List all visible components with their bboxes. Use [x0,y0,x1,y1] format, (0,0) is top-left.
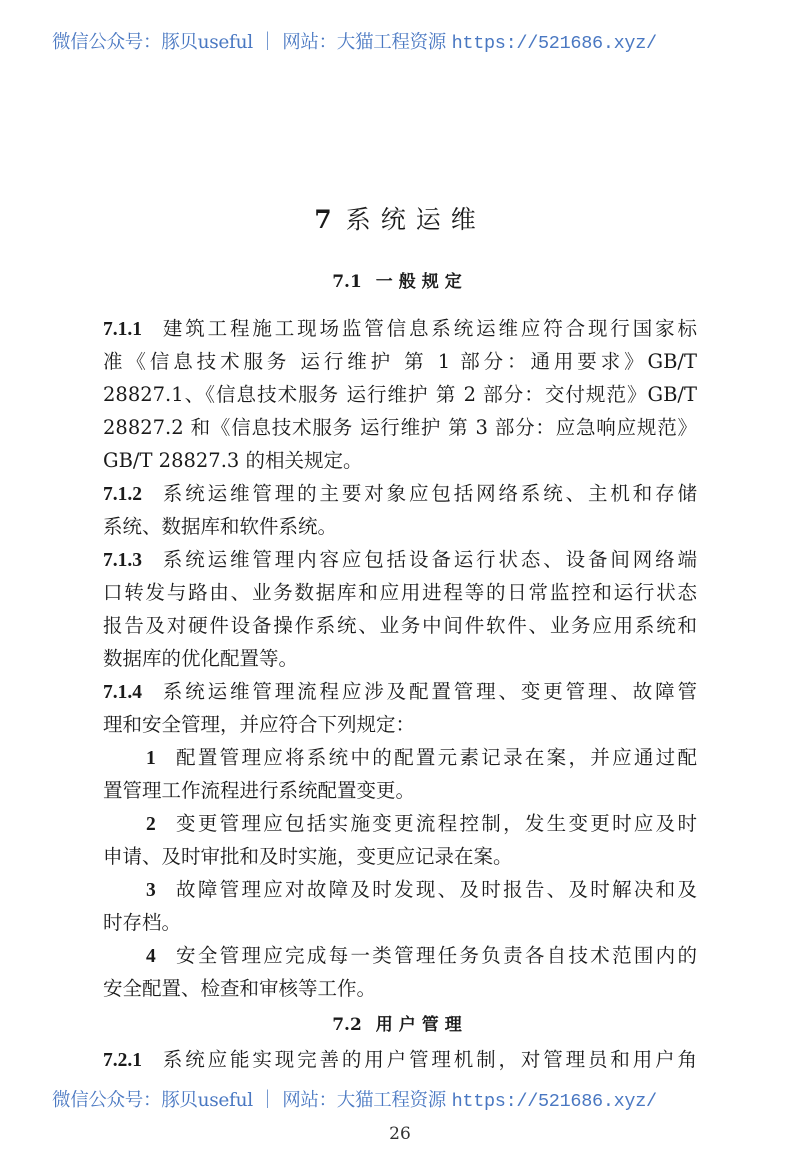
chapter-title-text: 系统运维 [345,205,486,234]
paragraph-line [103,317,697,342]
line-text: 报告及对硬件设备操作系统、业务中间件软件、业务应用系统和 [103,614,697,637]
paragraph-line [103,779,697,803]
line-text: 置管理工作流程进行系统配置变更。 [103,779,416,802]
line-text: 理和安全管理，并应符合下列规定： [103,713,416,736]
clause-number: 2 [146,814,156,835]
watermark-header [52,32,752,55]
paragraph-line [103,482,697,507]
section-heading [0,272,800,292]
line-text: 系统、数据库和软件系统。 [103,515,338,538]
paragraph-line [103,713,697,737]
clause-number: 7.1.3 [103,550,142,571]
clause-number: 1 [146,748,156,769]
paragraph-line [103,647,697,671]
line-text: 时存档。 [103,911,182,934]
line-text: 安全管理应完成每一类管理任务负责各自技术范围内的 [173,944,697,967]
paragraph-line [103,614,697,638]
clause-number: 4 [146,946,156,967]
line-text: GB/T 28827.3 的相关规定。 [103,449,363,472]
section-title: 用户管理 [375,1015,468,1035]
line-text: 准《信息技术服务 运行维护 第 1 部分：通用要求》GB/T [103,350,697,373]
paragraph-line [103,383,697,407]
paragraph-line [103,1048,697,1073]
paragraph-line [103,350,697,374]
paragraph-line [146,812,697,837]
line-text: 安全配置、检查和审核等工作。 [103,977,377,1000]
clause-number: 7.1.1 [103,319,142,340]
paragraph-line [103,581,697,605]
paragraph-line [103,977,697,1001]
line-text: 申请、及时审批和及时实施，变更应记录在案。 [103,845,513,868]
chapter-title [0,200,800,236]
line-text: 口转发与路由、业务数据库和应用进程等的日常监控和运行状态 [103,581,697,604]
clause-number: 7.1.4 [103,682,142,703]
line-text: 数据库的优化配置等。 [103,647,299,670]
chapter-number: 7 [314,205,332,234]
line-text: 变更管理应包括实施变更流程控制，发生变更时应及时 [173,812,697,835]
paragraph-line [103,680,697,705]
watermark-url: https://521686.xyz/ [451,33,657,54]
page-number: 26 [389,1124,411,1144]
section-number: 7.2 [332,1015,362,1035]
line-text: 系统运维管理流程应涉及配置管理、变更管理、故障管 [160,680,697,703]
section-heading [0,1015,800,1035]
section-number: 7.1 [332,272,362,292]
watermark-url: https://521686.xyz/ [451,1091,657,1112]
clause-number: 3 [146,880,156,901]
section-title: 一般规定 [375,272,468,292]
watermark-text: 微信公众号：豚贝useful ｜ 网站：大猫工程资源 [52,32,452,53]
paragraph-line [146,878,697,903]
paragraph-line [103,449,697,473]
watermark-text: 微信公众号：豚贝useful ｜ 网站：大猫工程资源 [52,1090,452,1111]
watermark-footer [52,1090,752,1113]
line-text: 配置管理应将系统中的配置元素记录在案，并应通过配 [173,746,697,769]
line-text: 系统运维管理的主要对象应包括网络系统、主机和存储 [160,482,697,505]
paragraph-line [146,746,697,771]
paragraph-line [103,515,697,539]
clause-number: 7.2.1 [103,1050,142,1071]
paragraph-line [146,944,697,969]
line-text: 故障管理应对故障及时发现、及时报告、及时解决和及 [173,878,697,901]
paragraph-line [103,548,697,573]
line-text: 系统应能实现完善的用户管理机制，对管理员和用户角 [160,1048,697,1071]
line-text: 28827.2 和《信息技术服务 运行维护 第 3 部分：应急响应规范》 [103,416,697,439]
paragraph-line [103,911,697,935]
paragraph-line [103,416,697,440]
line-text: 28827.1、《信息技术服务 运行维护 第 2 部分：交付规范》GB/T [103,383,697,406]
line-text: 建筑工程施工现场监管信息系统运维应符合现行国家标 [160,317,697,340]
paragraph-line [103,845,697,869]
clause-number: 7.1.2 [103,484,142,505]
line-text: 系统运维管理内容应包括设备运行状态、设备间网络端 [160,548,697,571]
